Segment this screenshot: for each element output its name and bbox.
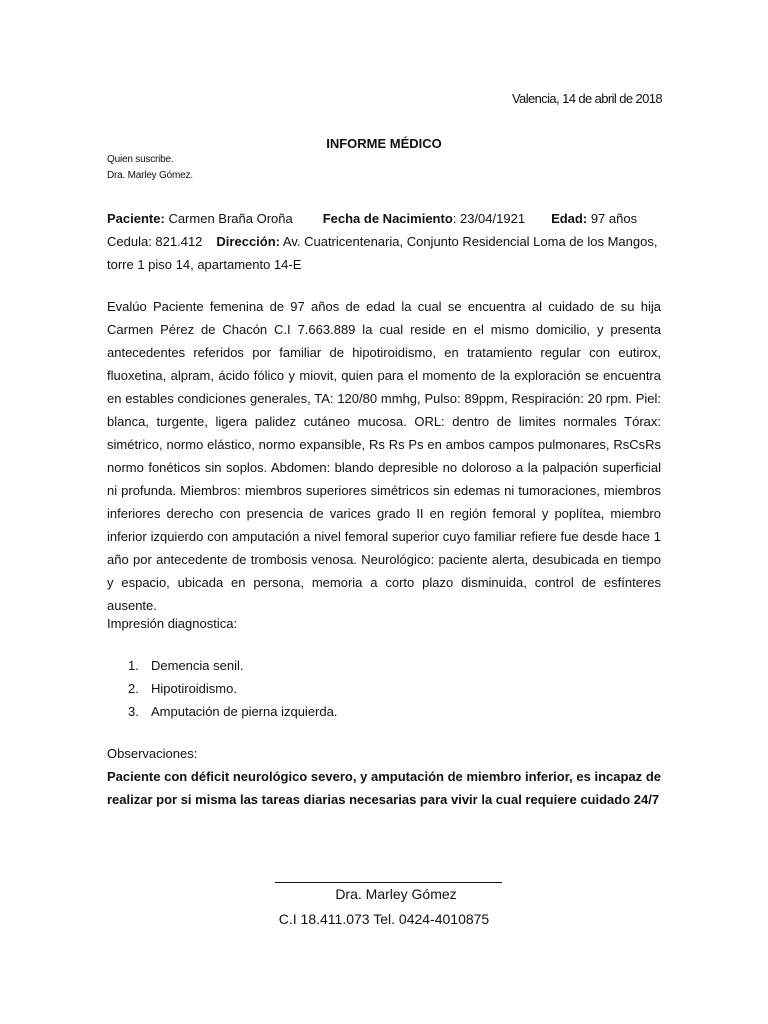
patient-dob: : 23/04/1921: [452, 211, 526, 226]
patient-address-label: Dirección:: [216, 234, 280, 249]
diagnosis-item: 1. Demencia senil.: [128, 658, 244, 673]
patient-info: [107, 207, 661, 276]
diagnosis-list: [128, 654, 337, 723]
signature-contact: C.I 18.411.073 Tel. 0424-4010875: [278, 911, 490, 927]
report-date: Valencia, 14 de abril de 2018: [511, 91, 662, 106]
observations-label: Observaciones:: [107, 746, 198, 761]
patient-name-label: Paciente:: [107, 211, 165, 226]
patient-id: Cedula: 821.412: [107, 234, 203, 249]
intro-block: [107, 152, 193, 184]
diagnosis-item: 3. Amputación de pierna izquierda.: [128, 704, 338, 719]
patient-address: Av. Cuatricentenaria, Conjunto Residencial Loma de los Mangos, torre 1 piso 14, apartamento 14-E: [107, 234, 658, 272]
observations-text: Paciente con déficit neurológico severo, y amputación de miembro inferior, es incapaz de realizar por si misma las tareas diarias necesarias para vivir la cual requiere cuidado 24/7: [107, 769, 661, 807]
patient-age: 97 años: [590, 211, 638, 226]
report-title: INFORME MÉDICO: [326, 136, 442, 151]
intro-line-1: Quien suscribe.: [107, 154, 174, 165]
evaluation-paragraph: Evalúo Paciente femenina de 97 años de edad la cual se encuentra al cuidado de su hija Carmen Pérez de Chacón C.I 7.663.889 la cual reside en el mismo domicilio, y presenta antecedentes referidos por familiar de hipotiroidismo, en tratamiento regular con eutirox, fluoxetina, alpram, ácido fólico y miovit, quien para el momento de la exploración se encuentra en estables condiciones generales, TA: 120/80 mmhg, Pulso: 89ppm, Respiración: 20 rpm. Piel: blanca, turgente, ligera palidez cutáneo mucosa. ORL: dentro de limites normales Tórax: simétrico, normo elástico, normo expansible, Rs Rs Ps en ambos campos pulmonares, RsCsRs normo fonéticos sin soplos. Abdomen: blando depresible no doloroso a la palpación superficial ni profunda. Miembros: miembros superiores simétricos sin edemas ni tumoraciones, miembros inferiores derecho con presencia de varices grado II en región femoral y poplítea, miembro inferior izquierdo con amputación a nivel femoral superior cuyo familiar refiere fue desde hace 1 año por antecedente de trombosis venosa. Neurológico: paciente alerta, desubicada en tiempo y espacio, ubicada en persona, memoria a corto plazo disminuida, control de esfínteres ausente.: [107, 299, 661, 613]
intro-line-2: Dra. Marley Gómez.: [107, 170, 193, 181]
patient-dob-label: Fecha de Nacimiento: [322, 211, 453, 226]
signature-name: Dra. Marley Gómez: [335, 886, 457, 902]
patient-name: Carmen Braña Oroña: [168, 211, 293, 226]
signature-line: [275, 882, 502, 883]
diagnosis-item: 2. Hipotiroidismo.: [128, 681, 237, 696]
impression-label: Impresión diagnostica:: [107, 616, 238, 631]
patient-age-label: Edad:: [551, 211, 588, 226]
